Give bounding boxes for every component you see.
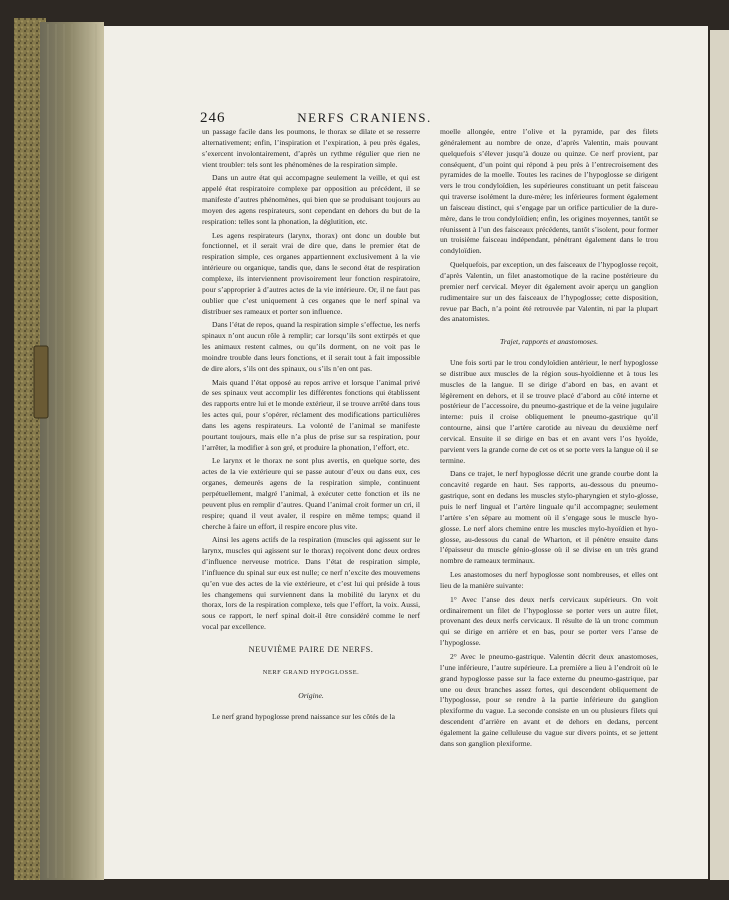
paragraph: Une fois sorti par le trou condyloïdien antérieur, le nerf hypoglosse se distribue aux muscles de la région sous-hyoïdienne et à tous les muscles de la langue. Il se dirige d’abord en bas, en avant et légèrement en dehors, et il se trouve placé d’abord au côté interne et postérieur de l’accessoire, du pneumo-gastrique et de la veine jugulaire interne: puis il croise obliquement le pneumo-gastrique qu’il contourne, ainsi que l’artère carotide au niveau du deuxième nerf cervical. Ensuite il se dirige en bas et en avant vers l’os hyoïde, parvient vers la grande corne de cet os et se porte vers la langue où il se termine. <box>440 358 658 465</box>
paragraph: Les agens respirateurs (larynx, thorax) ont donc un double but fonctionnel, et il serait vrai de dire que, dans le premier état de respiration simple, ces organes appartiennent exclusivement à la vie intérieure ou organique, tandis que, dans le second état de respiration complexe, ils interviennent provisoirement leur fonction respiratoire, pour s’approprier à d’autres actes de la vie intérieure. Or, il ne faut pas oublier que c’est uniquement à ces organes que le nerf spinal va distribuer ses rameaux et porter son influence. <box>202 230 420 316</box>
subsection-title: Trajet, rapports et anastomoses. <box>499 337 599 347</box>
paragraph: 1° Avec l’anse des deux nerfs cervicaux supérieurs. On voit ordinairement un filet de l’hypoglosse se porter vers un autre filet, provenant des deux nerfs cervicaux. Il résulte de là un tronc commun qui se dirige en arrière et en bas, pour se porter vers l’anse de l’hypoglosse. <box>440 594 658 648</box>
paragraph: Ainsi les agens actifs de la respiration (muscles qui agissent sur le larynx, muscles qui agissent sur le thorax) reçoivent donc deux ordres d’influence nerveuse motrice. Dans l’état de respiration simple, l’influence du spinal sur eux est nulle; ce nerf n’excite des mouvemens qu’en vue des actes de la vie extérieure, et c’est lui qui préside à tous les changemens qui surviennent dans la mobilité du larynx et du thorax, lors de la respiration complexe, tels que l’effort, la voix. Aussi, sous ce rapport, le nerf spinal doit-il être considéré comme le nerf vocal par excellence. <box>202 535 420 632</box>
section-heading: NEUVIÈME PAIRE DE NERFS. <box>248 644 374 654</box>
paragraph: Quelquefois, par exception, un des faisceaux de l’hypoglosse reçoit, d’après Valentin, un filet anastomotique de la racine postérieure du premier nerf cervical. Meyer dit également avoir aperçu un ganglion rudimentaire sur un des faisceaux de l’hypoglosse; cette disposition, revue par Bach, n’a point été retrouvée par Valentin, ni par la plupart des anatomistes. <box>440 260 658 324</box>
page-clasp <box>34 346 48 418</box>
paragraph: Le nerf grand hypoglosse prend naissance sur les côtés de la <box>212 711 396 721</box>
subsection-heading: NERF GRAND HYPOGLOSSE. <box>262 668 360 676</box>
paragraph: Mais quand l’état opposé au repos arrive et lorsque l’animal privé de ses spinaux veut accomplir les différentes fonctions qui établissent des rapports entre lui et le monde extérieur, il se trouve arrêté dans tous les actes qui, pour s’opérer, réclament des modifications particulières dans les agens respirateurs. La volonté de l’animal se manifeste pourtant toujours, mais elle n’a plus de prise sur sa respiration, pour l’arrêter, la modifier à son gré, et produire la phonation, l’effort, etc. <box>202 377 420 452</box>
paragraph: Les anastomoses du nerf hypoglosse sont nombreuses, et elles ont lieu de la manière suivante: <box>440 570 658 590</box>
paragraph: Le larynx et le thorax ne sont plus avertis, en quelque sorte, des actes de la vie extérieure qui se passe autour d’eux ou dans eux, ces organes, demeurés agens de la respiration simple, continuent perpétuellement, malgré l’animal, à exécuter cette fonction et ils ne peuvent plus en remplir d’autres. Quand l’animal croit former un cri, il respire; quand il veut avaler, il respire en même temps; quand il cherche à faire un effort, il respire encore plus vite. <box>202 456 420 531</box>
paragraph: Dans ce trajet, le nerf hypoglosse décrit une grande courbe dont la concavité regarde en haut. Ses rapports, au-dessous du pneumo-gastrique, sont en dedans les muscles stylo-pharyngien et stylo-glosse, puis le nerf lingual et l’artère linguale qu’il accompagne; seulement l’artère s’en sépare au moment où il s’engage sous le muscle hyo-glosse. Le nerf alors chemine entre les muscles mylo-hyoïdien et hyo-glosse, au-dessous du canal de Wharton, et il pénètre ensuite dans l’épaisseur du muscle génio-glosse où il se divise en un très grand nombre de rameaux terminaux. <box>440 469 658 566</box>
right-text-column <box>440 127 658 753</box>
paragraph: moelle allongée, entre l’olive et la pyramide, par des filets généralement au nombre de onze, d’après Valentin, mais pouvant quelquefois s’élever jusqu’à douze ou quinze. Ce nerf provient, par conséquent, d’un point qui répond à peu près à l’entrecroisement des pyramides de la moelle. Toutes les racines de l’hypoglosse se dirigent vers le trou condyloïdien, les supérieures constituant un petit faisceau qui traverse isolément la dure-mère; les inférieures forment également un faisceau distinct, qui s’engage par un orifice particulier de la dure-mère, dans le trou condyloïdien; enfin, les origines moyennes, tantôt se réunissent à l’un des faisceaux précédents, tantôt s’isolent, pour former un troisième faisceau indépendant, pénétrant également dans le trou condyloïdien. <box>440 127 658 256</box>
left-text-column <box>202 127 420 725</box>
paragraph: Dans l’état de repos, quand la respiration simple s’effectue, les nerfs spinaux n’ont aucun rôle à remplir; car lorsqu’ils sont extirpés et que les animaux restent calmes, ou qu’ils dorment, on ne voit pas le moindre trouble dans leurs fonctions, et il serait tout à fait impossible de dire alors, s’ils ont des spinaux, ou s’ils n’en ont pas. <box>202 320 420 373</box>
paragraph: un passage facile dans les poumons, le thorax se dilate et se resserre alternativement; enfin, l’inspiration et l’expiration, à peu près égales, s’exercent involontairement, d’après un rythme régulier que rien ne vient troubler: tels sont les phénomènes de la respiration simple. <box>202 127 420 169</box>
subsection-title: Origine. <box>298 690 324 700</box>
paragraph: 2° Avec le pneumo-gastrique. Valentin décrit deux anastomoses, l’une inférieure, l’autre supérieure. La première a lieu à l’endroit où le grand hypoglosse passe sur la face externe du pneumo-gastrique, par une ou deux branches assez fortes, qui descendent obliquement de l’hypoglosse, pour se rendre à la partie inférieure du ganglion plexiforme du vague. La seconde consiste en un ou plusieurs filets qui descendent d’arrière en avant et de dehors en dedans, percent également la gaine celluleuse du vague sur divers points, et se jettent dans son ganglion plexiforme. <box>440 651 658 748</box>
running-title: NERFS CRANIENS. <box>297 110 432 125</box>
running-head <box>0 110 729 126</box>
page-number: 246 <box>200 110 226 126</box>
paragraph: Dans un autre état qui accompagne seulement la veille, et qui est appelé état respiratoire complexe par opposition au précédent, il se manifeste d’autres phénomènes, qui bien que se produisant toujours au moyen des agens respirateurs, sont cependant en dehors du but de la respiration: telles sont la phonation, la déglutition, etc. <box>202 173 420 226</box>
